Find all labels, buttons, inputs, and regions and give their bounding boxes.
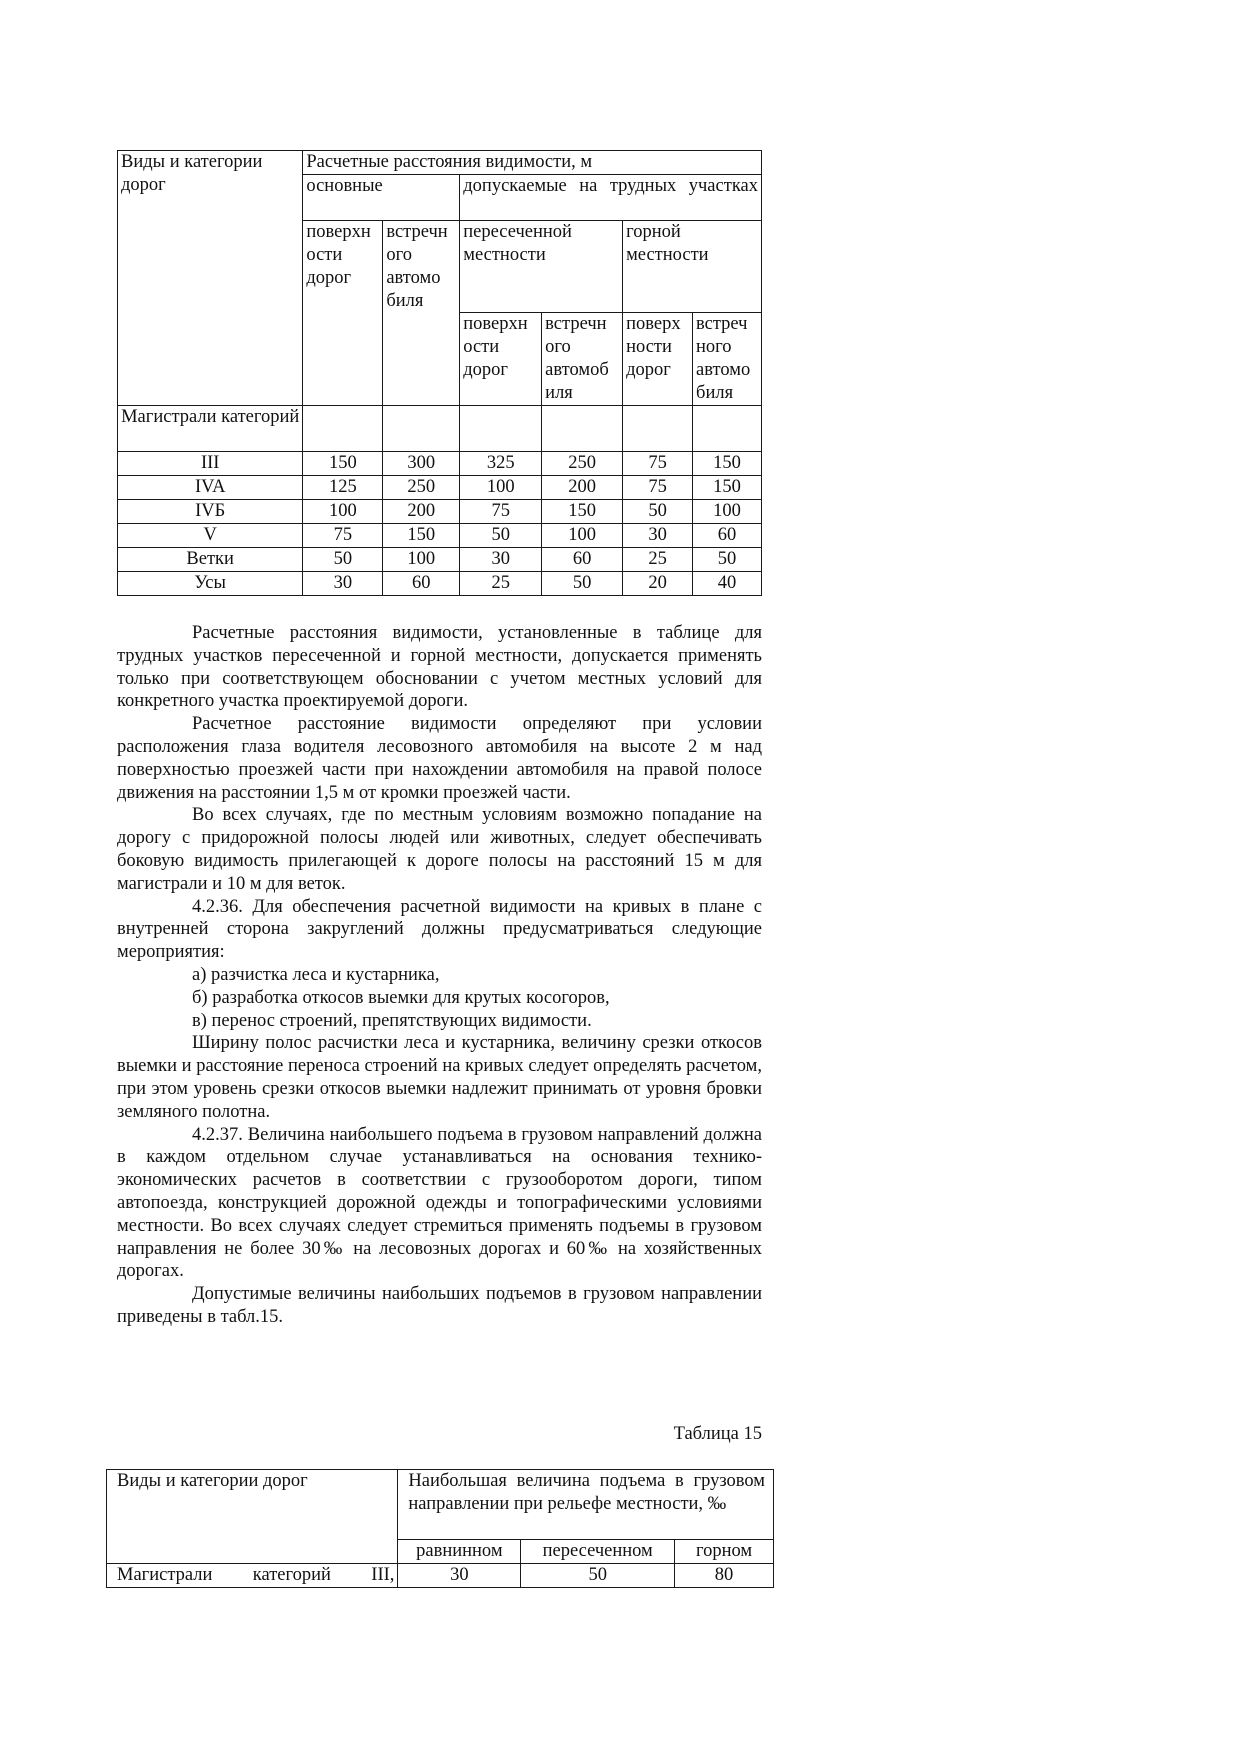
header-basic: основные [303, 175, 460, 221]
grade-table [106, 1469, 774, 1588]
table-row: Магистрали категорий III, 30 50 80 [107, 1564, 774, 1588]
paragraph: 4.2.36. Для обеспечения расчетной видимости на кривых в плане с внутренней сторона закруглений должны предусматриваться следующие мероприятия: [117, 896, 762, 963]
table-row: III 150 300 325 250 75 150 [118, 452, 762, 476]
header-rough-surface: поверхн ости дорог [460, 313, 542, 406]
list-item: а) разчистка леса и кустарника, [192, 964, 440, 985]
header-surface: поверхн ости дорог [303, 221, 383, 406]
paragraph: Допустимые величины наибольших подъемов в грузовом направлении приведены в табл.15. [117, 1284, 762, 1327]
header-oncoming: встречн ого автомо биля [383, 221, 460, 406]
header-visibility-distances: Расчетные расстояния видимости, м [303, 151, 762, 175]
row-label-trunk: Магистрали категорий [118, 406, 303, 452]
table-row: IVБ 100 200 75 150 50 100 [118, 500, 762, 524]
header-mountain-terrain: горной местности [623, 221, 762, 313]
paragraph: Расчетные расстояния видимости, установленные в таблице для трудных участков пересеченной и горной местности, допускается применять только при соответствующем обосновании с учетом местных условий для конкретного участка проектируемой дороги. [117, 623, 762, 712]
table-row: Усы 30 60 25 50 20 40 [118, 572, 762, 596]
paragraph: Во всех случаях, где по местным условиям возможно попадание на дорогу с придорожной полосы людей или животных, следует обеспечивать боковую видимость прилегающей к дороге полосы на расстояний 15 м для магистрали и 10 м для веток. [117, 805, 762, 894]
table-row: Ветки 50 100 30 60 25 50 [118, 548, 762, 572]
visibility-table [117, 150, 762, 596]
header-rough: пересеченном [521, 1540, 675, 1564]
header-rough-oncoming: встречн ого автомоб иля [542, 313, 623, 406]
header-road-kind: Виды и категории дорог [107, 1470, 398, 1564]
paragraph: 4.2.37. Величина наибольшего подъема в грузовом направлений должна в каждом отдельном случае устанавливаться на основания технико-экономических расчетов в соответствии с грузооборотом дороги, типом автопоезда, конструкцией дорожной одежды и топографическими условиями местности. Во всех случаях следует стремиться применять подъемы в грузовом направления не более 30‰ на лесовозных дорогах и 60‰ на хозяйственных дорогах. [117, 1124, 762, 1282]
table-caption: Таблица 15 [673, 1424, 762, 1444]
table-row: V 75 150 50 100 30 60 [118, 524, 762, 548]
header-flat: равнинном [398, 1540, 521, 1564]
list-item: б) разработка откосов выемки для крутых косогоров, [192, 987, 610, 1008]
header-mountain: горном [675, 1540, 774, 1564]
header-mountain-surface: поверх ности дорог [623, 313, 693, 406]
header-rough-terrain: пересеченной местности [460, 221, 623, 313]
paragraph: Ширину полос расчистки леса и кустарника, величину срезки откосов выемки и расстояние переноса строений на кривых следует определять расчетом, при этом уровень срезки откосов выемки надлежит принимать от уровня бровки земляного полотна. [117, 1033, 762, 1122]
header-max-grade: Наибольшая величина подъема в грузовом направлении при рельефе местности, ‰ [398, 1470, 774, 1540]
header-allowed-difficult: допускаемые на трудных участках [460, 175, 762, 221]
paragraph: Расчетное расстояние видимости определяют при условии расположения глаза водителя лесовозного автомобиля на высоте 2 м над поверхностью проезжей части при нахождении автомобиля на правой полосе движения на расстоянии 1,5 м от кромки проезжей части. [117, 714, 762, 803]
header-road-kind: Виды и категории дорог [118, 151, 303, 406]
table-row: IVA 125 250 100 200 75 150 [118, 476, 762, 500]
header-mountain-oncoming: встреч ного автомо биля [693, 313, 762, 406]
body-text [117, 622, 762, 1329]
list-item: в) перенос строений, препятствующих видимости. [192, 1010, 592, 1031]
